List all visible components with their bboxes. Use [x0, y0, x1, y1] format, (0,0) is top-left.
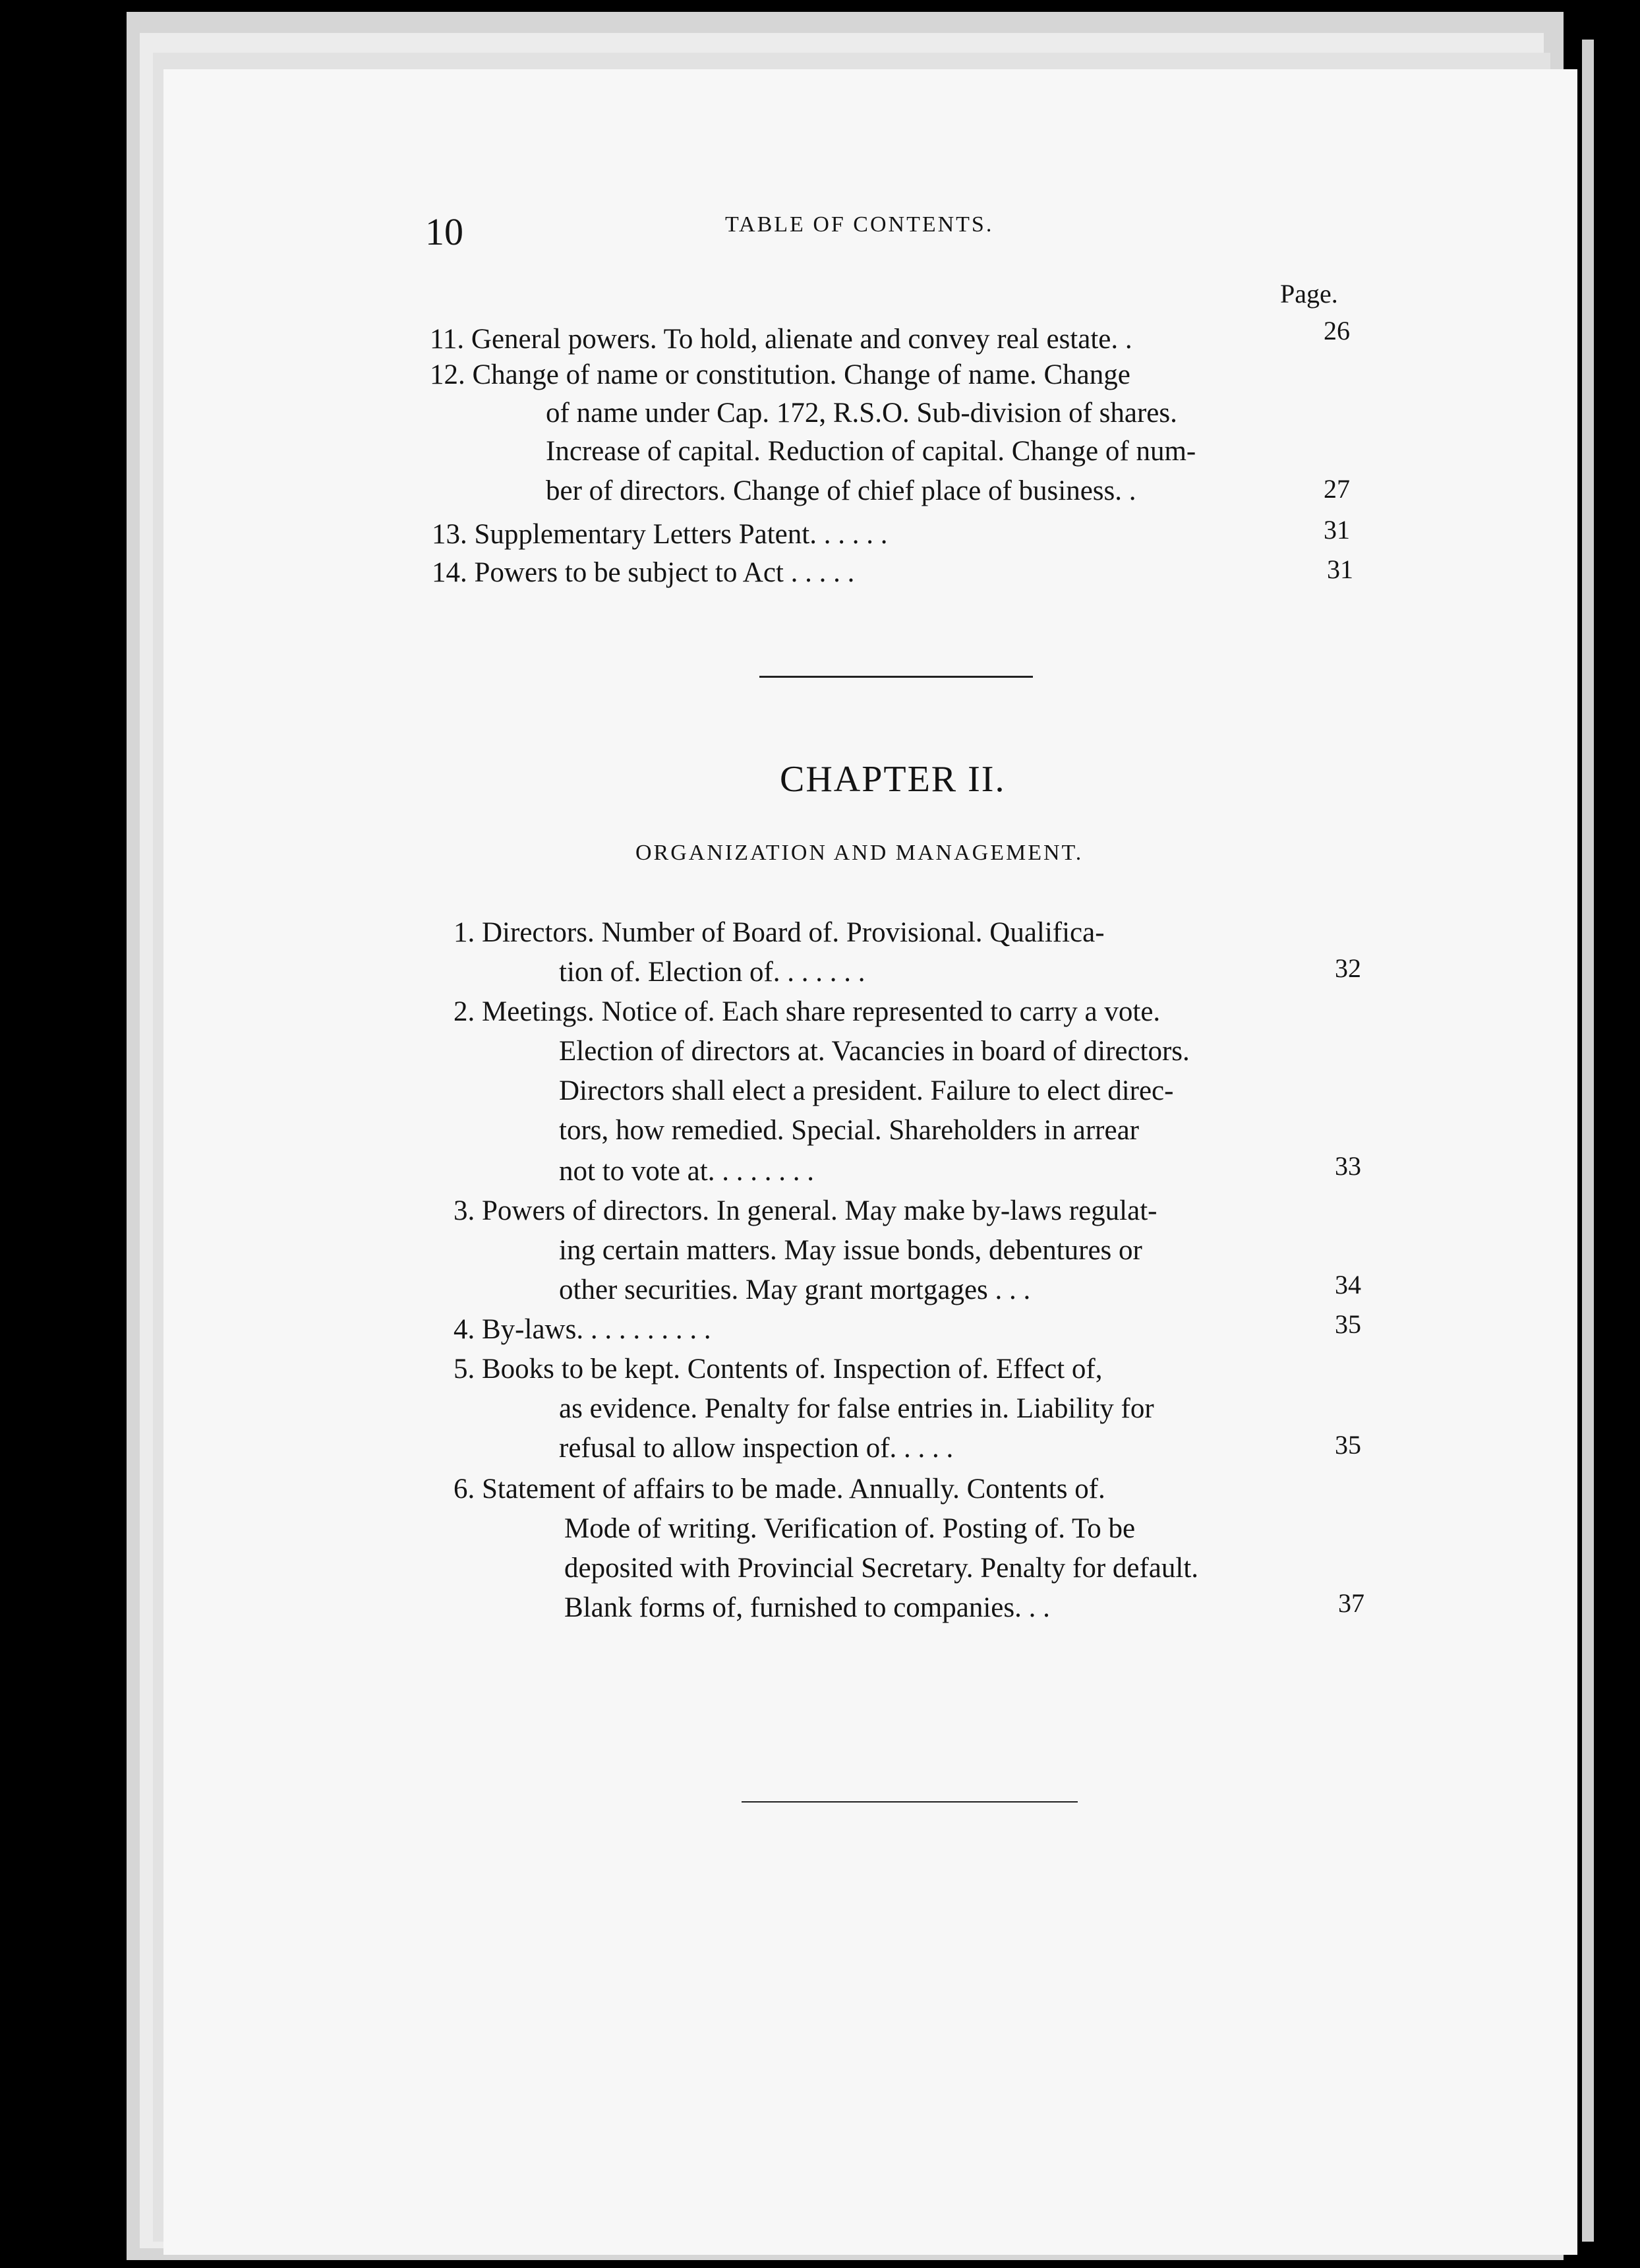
- toc-entry-2-4: 4. By-laws. . . . . . . . . .: [454, 1314, 711, 1345]
- toc-entry-14: 14. Powers to be subject to Act . . . . .: [432, 557, 855, 588]
- toc-page-2-6: 37: [1338, 1588, 1364, 1618]
- toc-entry-13: 13. Supplementary Letters Patent. . . . . .: [432, 519, 888, 550]
- toc-entry-12-line-4: ber of directors. Change of chief place of business. .: [546, 475, 1136, 506]
- chapter-subtitle: ORGANIZATION AND MANAGEMENT.: [635, 841, 1084, 865]
- toc-page-2-1: 32: [1335, 953, 1361, 983]
- chapter-title: CHAPTER II.: [780, 759, 1006, 800]
- toc-entry-2-2-line-5: not to vote at. . . . . . . .: [559, 1156, 814, 1187]
- toc-entry-2-1-line-1: 1. Directors. Number of Board of. Provisional. Qualifica-: [454, 917, 1105, 948]
- toc-page-12: 27: [1324, 474, 1350, 504]
- bottom-divider-rule: [742, 1801, 1078, 1803]
- toc-entry-2-2-line-2: Election of directors at. Vacancies in board of directors.: [559, 1036, 1190, 1067]
- toc-entry-2-6-line-1: 6. Statement of affairs to be made. Annually. Contents of.: [454, 1474, 1105, 1505]
- toc-entry-2-3-line-1: 3. Powers of directors. In general. May make by-laws regulat-: [454, 1195, 1157, 1226]
- toc-entry-2-2-line-1: 2. Meetings. Notice of. Each share represented to carry a vote.: [454, 996, 1161, 1027]
- toc-page-2-2: 33: [1335, 1151, 1361, 1181]
- toc-entry-2-3-line-3: other securities. May grant mortgages . . .: [559, 1274, 1031, 1305]
- toc-page-2-3: 34: [1335, 1270, 1361, 1299]
- toc-page-14: 31: [1327, 554, 1353, 584]
- running-head: TABLE OF CONTENTS.: [725, 212, 994, 237]
- toc-entry-2-3-line-2: ing certain matters. May issue bonds, debentures or: [559, 1235, 1142, 1266]
- page-column-label: Page.: [1280, 279, 1338, 309]
- toc-entry-2-5-line-3: refusal to allow inspection of. . . . .: [559, 1433, 954, 1464]
- toc-entry-2-5-line-1: 5. Books to be kept. Contents of. Inspection of. Effect of,: [454, 1354, 1103, 1385]
- facing-page-strip: [1582, 40, 1594, 2242]
- toc-entry-2-6-line-2: Mode of writing. Verification of. Posting of. To be: [564, 1513, 1136, 1544]
- toc-entry-2-1-line-2: tion of. Election of. . . . . . .: [559, 957, 865, 988]
- page-number: 10: [425, 210, 463, 253]
- toc-entry-12-line-3: Increase of capital. Reduction of capital. Change of num-: [546, 436, 1196, 467]
- toc-entry-11: 11. General powers. To hold, alienate and convey real estate. .: [430, 324, 1132, 355]
- toc-entry-2-6-line-3: deposited with Provincial Secretary. Penalty for default.: [564, 1553, 1199, 1584]
- toc-entry-2-2-line-3: Directors shall elect a president. Failure to elect direc-: [559, 1075, 1174, 1106]
- toc-entry-12-line-1: 12. Change of name or constitution. Change of name. Change: [430, 359, 1130, 390]
- toc-entry-2-6-line-4: Blank forms of, furnished to companies. . .: [564, 1592, 1050, 1623]
- section-divider-rule: [759, 676, 1033, 678]
- toc-entry-2-2-line-4: tors, how remedied. Special. Shareholders in arrear: [559, 1115, 1139, 1146]
- toc-page-13: 31: [1324, 515, 1350, 545]
- toc-page-2-5: 35: [1335, 1430, 1361, 1460]
- toc-entry-12-line-2: of name under Cap. 172, R.S.O. Sub-division of shares.: [546, 398, 1177, 429]
- toc-page-2-4: 35: [1335, 1309, 1361, 1339]
- toc-entry-2-5-line-2: as evidence. Penalty for false entries in. Liability for: [559, 1393, 1154, 1424]
- toc-page-11: 26: [1324, 316, 1350, 345]
